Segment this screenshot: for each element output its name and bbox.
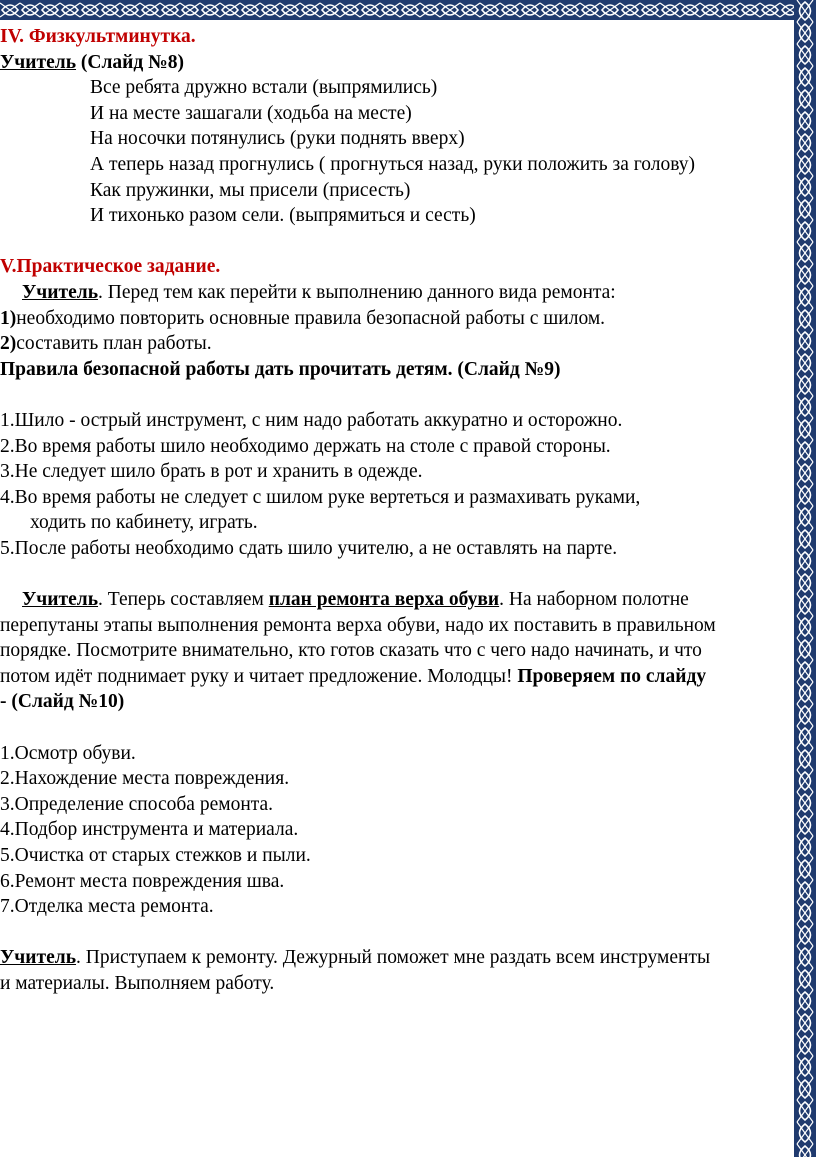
plan-step: 4.Подбор инструмента и материала. (0, 819, 299, 841)
decorative-border-top (0, 0, 816, 20)
teacher-label: Учитель (0, 947, 77, 969)
final-line-1: Учитель. Приступаем к ремонту. Дежурный поможет мне раздать всем инструменты (0, 947, 711, 969)
teacher-label: Учитель (22, 281, 99, 303)
final-line-2: и материалы. Выполняем работу. (0, 972, 275, 994)
section4-title: IV. Физкультминутка. (0, 26, 196, 47)
section5-title: V.Практическое задание. (0, 256, 221, 278)
rule-item: 4.Во время работы не следует с шилом руке вертеться и размахивать руками, (0, 486, 641, 508)
plan-slide-ref: - (Слайд №10) (0, 691, 125, 713)
teacher-label: Учитель (0, 51, 77, 73)
section5-intro (0, 280, 794, 306)
rule-item: 3.Не следует шило брать в рот и хранить в одежде. (0, 461, 423, 483)
step-1: 1)необходимо повторить основные правила безопасной работы с шилом. (0, 307, 606, 329)
decorative-border-right (794, 0, 816, 1157)
document-body (0, 24, 794, 997)
plan-line-3: порядке. Посмотрите внимательно, кто готов сказать что с чего надо начинать, и что (0, 640, 702, 662)
rules-heading: Правила безопасной работы дать прочитать детям. (Слайд №9) (0, 358, 561, 380)
exercise-line: Все ребята дружно встали (выпрямились) (90, 77, 438, 99)
step-2: 2)составить план работы. (0, 333, 212, 355)
exercise-line: На носочки потянулись (руки поднять вверх) (90, 128, 465, 150)
intro-text: . Перед тем как перейти к выполнению данного вида ремонта: (98, 281, 616, 303)
rule-item: 5.После работы необходимо сдать шило учителю, а не оставлять на парте. (0, 537, 618, 559)
section4-teacher-line (0, 50, 794, 76)
plan-step: 6.Ремонт места повреждения шва. (0, 870, 285, 892)
plan-step: 7.Отделка места ремонта. (0, 896, 214, 918)
plan-emphasis: план ремонта верха обуви (268, 589, 500, 611)
rule-item-continued: ходить по кабинету, играть. (30, 512, 258, 534)
exercise-line: Как пружинки, мы присели (присесть) (90, 179, 411, 201)
exercise-line: А теперь назад прогнулись ( прогнуться назад, руки положить за голову) (90, 153, 696, 175)
plan-step: 3.Определение способа ремонта. (0, 793, 274, 815)
rule-item: 1.Шило - острый инструмент, с ним надо работать аккуратно и осторожно. (0, 409, 623, 431)
knot-pattern-right (794, 0, 816, 1157)
rule-item: 2.Во время работы шило необходимо держать на столе с правой стороны. (0, 435, 611, 457)
exercise-line: И на месте зашагали (ходьба на месте) (90, 102, 412, 124)
plan-line-2: перепутаны этапы выполнения ремонта верха обуви, надо их поставить в правильном (0, 614, 716, 636)
slide-ref: (Слайд №8) (76, 51, 184, 73)
plan-step: 2.Нахождение места повреждения. (0, 768, 290, 790)
exercise-line: И тихонько разом сели. (выпрямиться и сесть) (90, 205, 476, 227)
teacher-label: Учитель (22, 589, 99, 611)
plan-line-1: Учитель. Теперь составляем план ремонта верха обуви. На наборном полотне (22, 589, 689, 611)
check-slide-bold: Проверяем по слайду (517, 665, 707, 687)
knot-pattern-top (0, 0, 816, 20)
plan-line-4: потом идёт поднимает руку и читает предложение. Молодцы! Проверяем по слайду (0, 665, 707, 687)
plan-step: 5.Очистка от старых стежков и пыли. (0, 845, 311, 866)
plan-step: 1.Осмотр обуви. (0, 742, 136, 764)
